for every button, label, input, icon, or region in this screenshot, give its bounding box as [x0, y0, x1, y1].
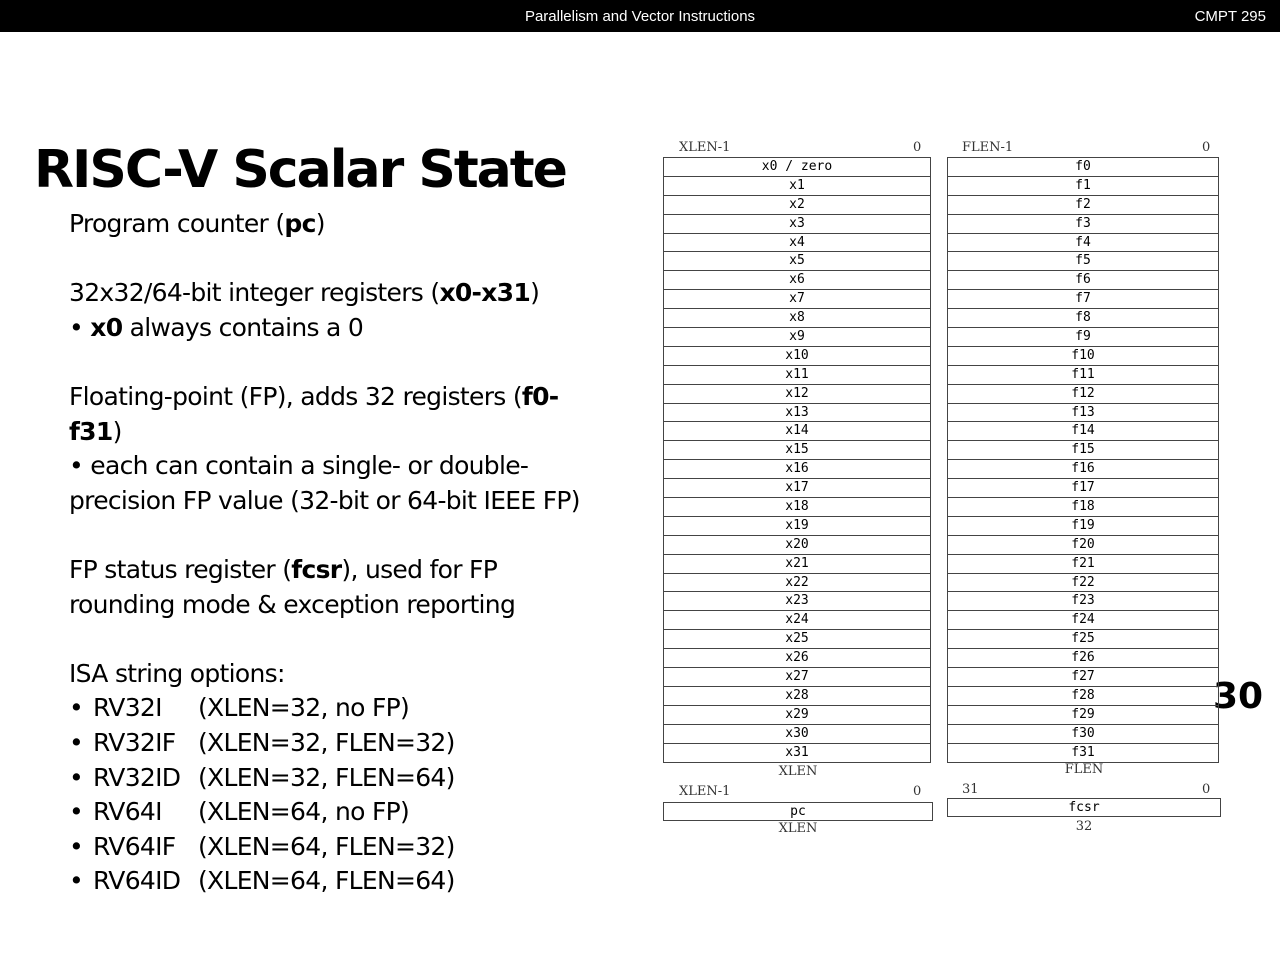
fp-header-right: 0 — [1202, 140, 1211, 155]
fp-register-29: f29 — [947, 706, 1219, 725]
int-register-2: x2 — [663, 196, 931, 215]
bullet: • — [69, 727, 84, 757]
fp-register-13: f13 — [947, 404, 1219, 423]
fp-register-4: f4 — [947, 234, 1219, 253]
fcsr-header-left: 31 — [962, 782, 979, 797]
int-regs-line: 32x32/64-bit integer registers (x0-x31) — [69, 278, 540, 308]
fp-register-26: f26 — [947, 649, 1219, 668]
isa-options-list — [69, 691, 639, 899]
isa-desc: (XLEN=64, no FP) — [198, 797, 410, 827]
fp-register-21: f21 — [947, 555, 1219, 574]
fp-register-5: f5 — [947, 252, 1219, 271]
fp-register-11: f11 — [947, 366, 1219, 385]
int-register-27: x27 — [663, 668, 931, 687]
isa-option — [69, 761, 639, 796]
x0-line: • x0 always contains a 0 — [69, 312, 364, 342]
isa-heading: ISA string options: — [69, 658, 285, 688]
int-register-23: x23 — [663, 592, 931, 611]
fp-register-27: f27 — [947, 668, 1219, 687]
int-register-9: x9 — [663, 328, 931, 347]
isa-option — [69, 795, 639, 830]
int-register-30: x30 — [663, 725, 931, 744]
fp-footer: FLEN — [1064, 762, 1104, 777]
slide-title: RISC-V Scalar State — [34, 140, 566, 200]
fp-register-20: f20 — [947, 536, 1219, 555]
fcsr-line-1: FP status register (fcsr), used for FP — [69, 554, 498, 584]
fp-register-31: f31 — [947, 744, 1219, 763]
isa-option — [69, 691, 639, 726]
isa-option — [69, 830, 639, 865]
isa-desc: (XLEN=32, no FP) — [198, 693, 410, 723]
fp-register-23: f23 — [947, 592, 1219, 611]
int-register-file — [663, 157, 931, 763]
isa-name: RV64IF — [93, 831, 176, 861]
isa-option — [69, 726, 639, 761]
bullet: • — [69, 831, 84, 861]
fp-register-19: f19 — [947, 517, 1219, 536]
int-register-20: x20 — [663, 536, 931, 555]
int-register-31: x31 — [663, 744, 931, 763]
fp-register-10: f10 — [947, 347, 1219, 366]
bullet: • — [69, 762, 84, 792]
fp-register-25: f25 — [947, 630, 1219, 649]
slide-header-bar — [0, 0, 1280, 32]
int-register-24: x24 — [663, 611, 931, 630]
int-register-7: x7 — [663, 290, 931, 309]
fcsr-register: fcsr — [947, 798, 1221, 817]
isa-name: RV32I — [93, 693, 162, 723]
int-register-19: x19 — [663, 517, 931, 536]
int-footer: XLEN — [778, 764, 818, 779]
int-register-4: x4 — [663, 234, 931, 253]
int-register-6: x6 — [663, 271, 931, 290]
fp-register-3: f3 — [947, 215, 1219, 234]
int-register-11: x11 — [663, 366, 931, 385]
fp-register-7: f7 — [947, 290, 1219, 309]
fp-register-16: f16 — [947, 460, 1219, 479]
fp-register-9: f9 — [947, 328, 1219, 347]
int-register-15: x15 — [663, 441, 931, 460]
fp-register-2: f2 — [947, 196, 1219, 215]
fp-register-file — [947, 157, 1219, 763]
bullet: • — [69, 797, 84, 827]
fp-register-15: f15 — [947, 441, 1219, 460]
int-header-left: XLEN-1 — [679, 140, 731, 155]
isa-desc: (XLEN=64, FLEN=32) — [198, 831, 455, 861]
fp-register-22: f22 — [947, 574, 1219, 593]
int-register-26: x26 — [663, 649, 931, 668]
fp-register-8: f8 — [947, 309, 1219, 328]
isa-desc: (XLEN=32, FLEN=32) — [198, 727, 455, 757]
int-header-right: 0 — [913, 140, 922, 155]
page-number: 30 — [1213, 676, 1264, 717]
course-code: CMPT 295 — [1194, 8, 1266, 25]
int-register-5: x5 — [663, 252, 931, 271]
int-register-1: x1 — [663, 177, 931, 196]
int-register-12: x12 — [663, 385, 931, 404]
pc-line: Program counter (pc) — [69, 209, 325, 238]
fp-register-24: f24 — [947, 611, 1219, 630]
fp-line-1: Floating-point (FP), adds 32 registers (f0- — [69, 381, 559, 411]
isa-option — [69, 864, 639, 899]
fp-header-left: FLEN-1 — [962, 140, 1014, 155]
int-register-8: x8 — [663, 309, 931, 328]
int-register-17: x17 — [663, 479, 931, 498]
fp-register-18: f18 — [947, 498, 1219, 517]
int-register-22: x22 — [663, 574, 931, 593]
int-register-29: x29 — [663, 706, 931, 725]
fp-bullet-2: precision FP value (32-bit or 64-bit IEEE FP) — [69, 485, 580, 515]
isa-desc: (XLEN=64, FLEN=64) — [198, 866, 455, 896]
isa-name: RV32ID — [93, 762, 181, 792]
fcsr-line-2: rounding mode & exception reporting — [69, 589, 516, 619]
isa-name: RV64I — [93, 797, 162, 827]
fp-register-12: f12 — [947, 385, 1219, 404]
fp-register-14: f14 — [947, 422, 1219, 441]
int-register-0: x0 / zero — [663, 158, 931, 177]
pc-header-right: 0 — [913, 784, 922, 799]
fcsr-footer: 32 — [1075, 819, 1093, 834]
fp-line-2: f31) — [69, 416, 122, 446]
int-register-18: x18 — [663, 498, 931, 517]
fp-register-0: f0 — [947, 158, 1219, 177]
fp-register-6: f6 — [947, 271, 1219, 290]
bullet: • — [69, 866, 84, 896]
isa-name: RV32IF — [93, 727, 176, 757]
int-register-25: x25 — [663, 630, 931, 649]
int-register-13: x13 — [663, 404, 931, 423]
fcsr-header-right: 0 — [1202, 782, 1211, 797]
fp-register-30: f30 — [947, 725, 1219, 744]
int-register-16: x16 — [663, 460, 931, 479]
int-register-10: x10 — [663, 347, 931, 366]
pc-footer: XLEN — [778, 821, 818, 836]
pc-register: pc — [663, 802, 933, 821]
fp-bullet-1: • each can contain a single- or double- — [69, 451, 529, 481]
fp-register-28: f28 — [947, 687, 1219, 706]
slide-body — [69, 207, 639, 899]
pc-header-left: XLEN-1 — [679, 784, 731, 799]
int-register-14: x14 — [663, 422, 931, 441]
int-register-21: x21 — [663, 555, 931, 574]
fp-register-1: f1 — [947, 177, 1219, 196]
bullet: • — [69, 693, 84, 723]
isa-desc: (XLEN=32, FLEN=64) — [198, 762, 455, 792]
isa-name: RV64ID — [93, 866, 181, 896]
fp-register-17: f17 — [947, 479, 1219, 498]
int-register-28: x28 — [663, 687, 931, 706]
lecture-title: Parallelism and Vector Instructions — [524, 8, 756, 25]
int-register-3: x3 — [663, 215, 931, 234]
